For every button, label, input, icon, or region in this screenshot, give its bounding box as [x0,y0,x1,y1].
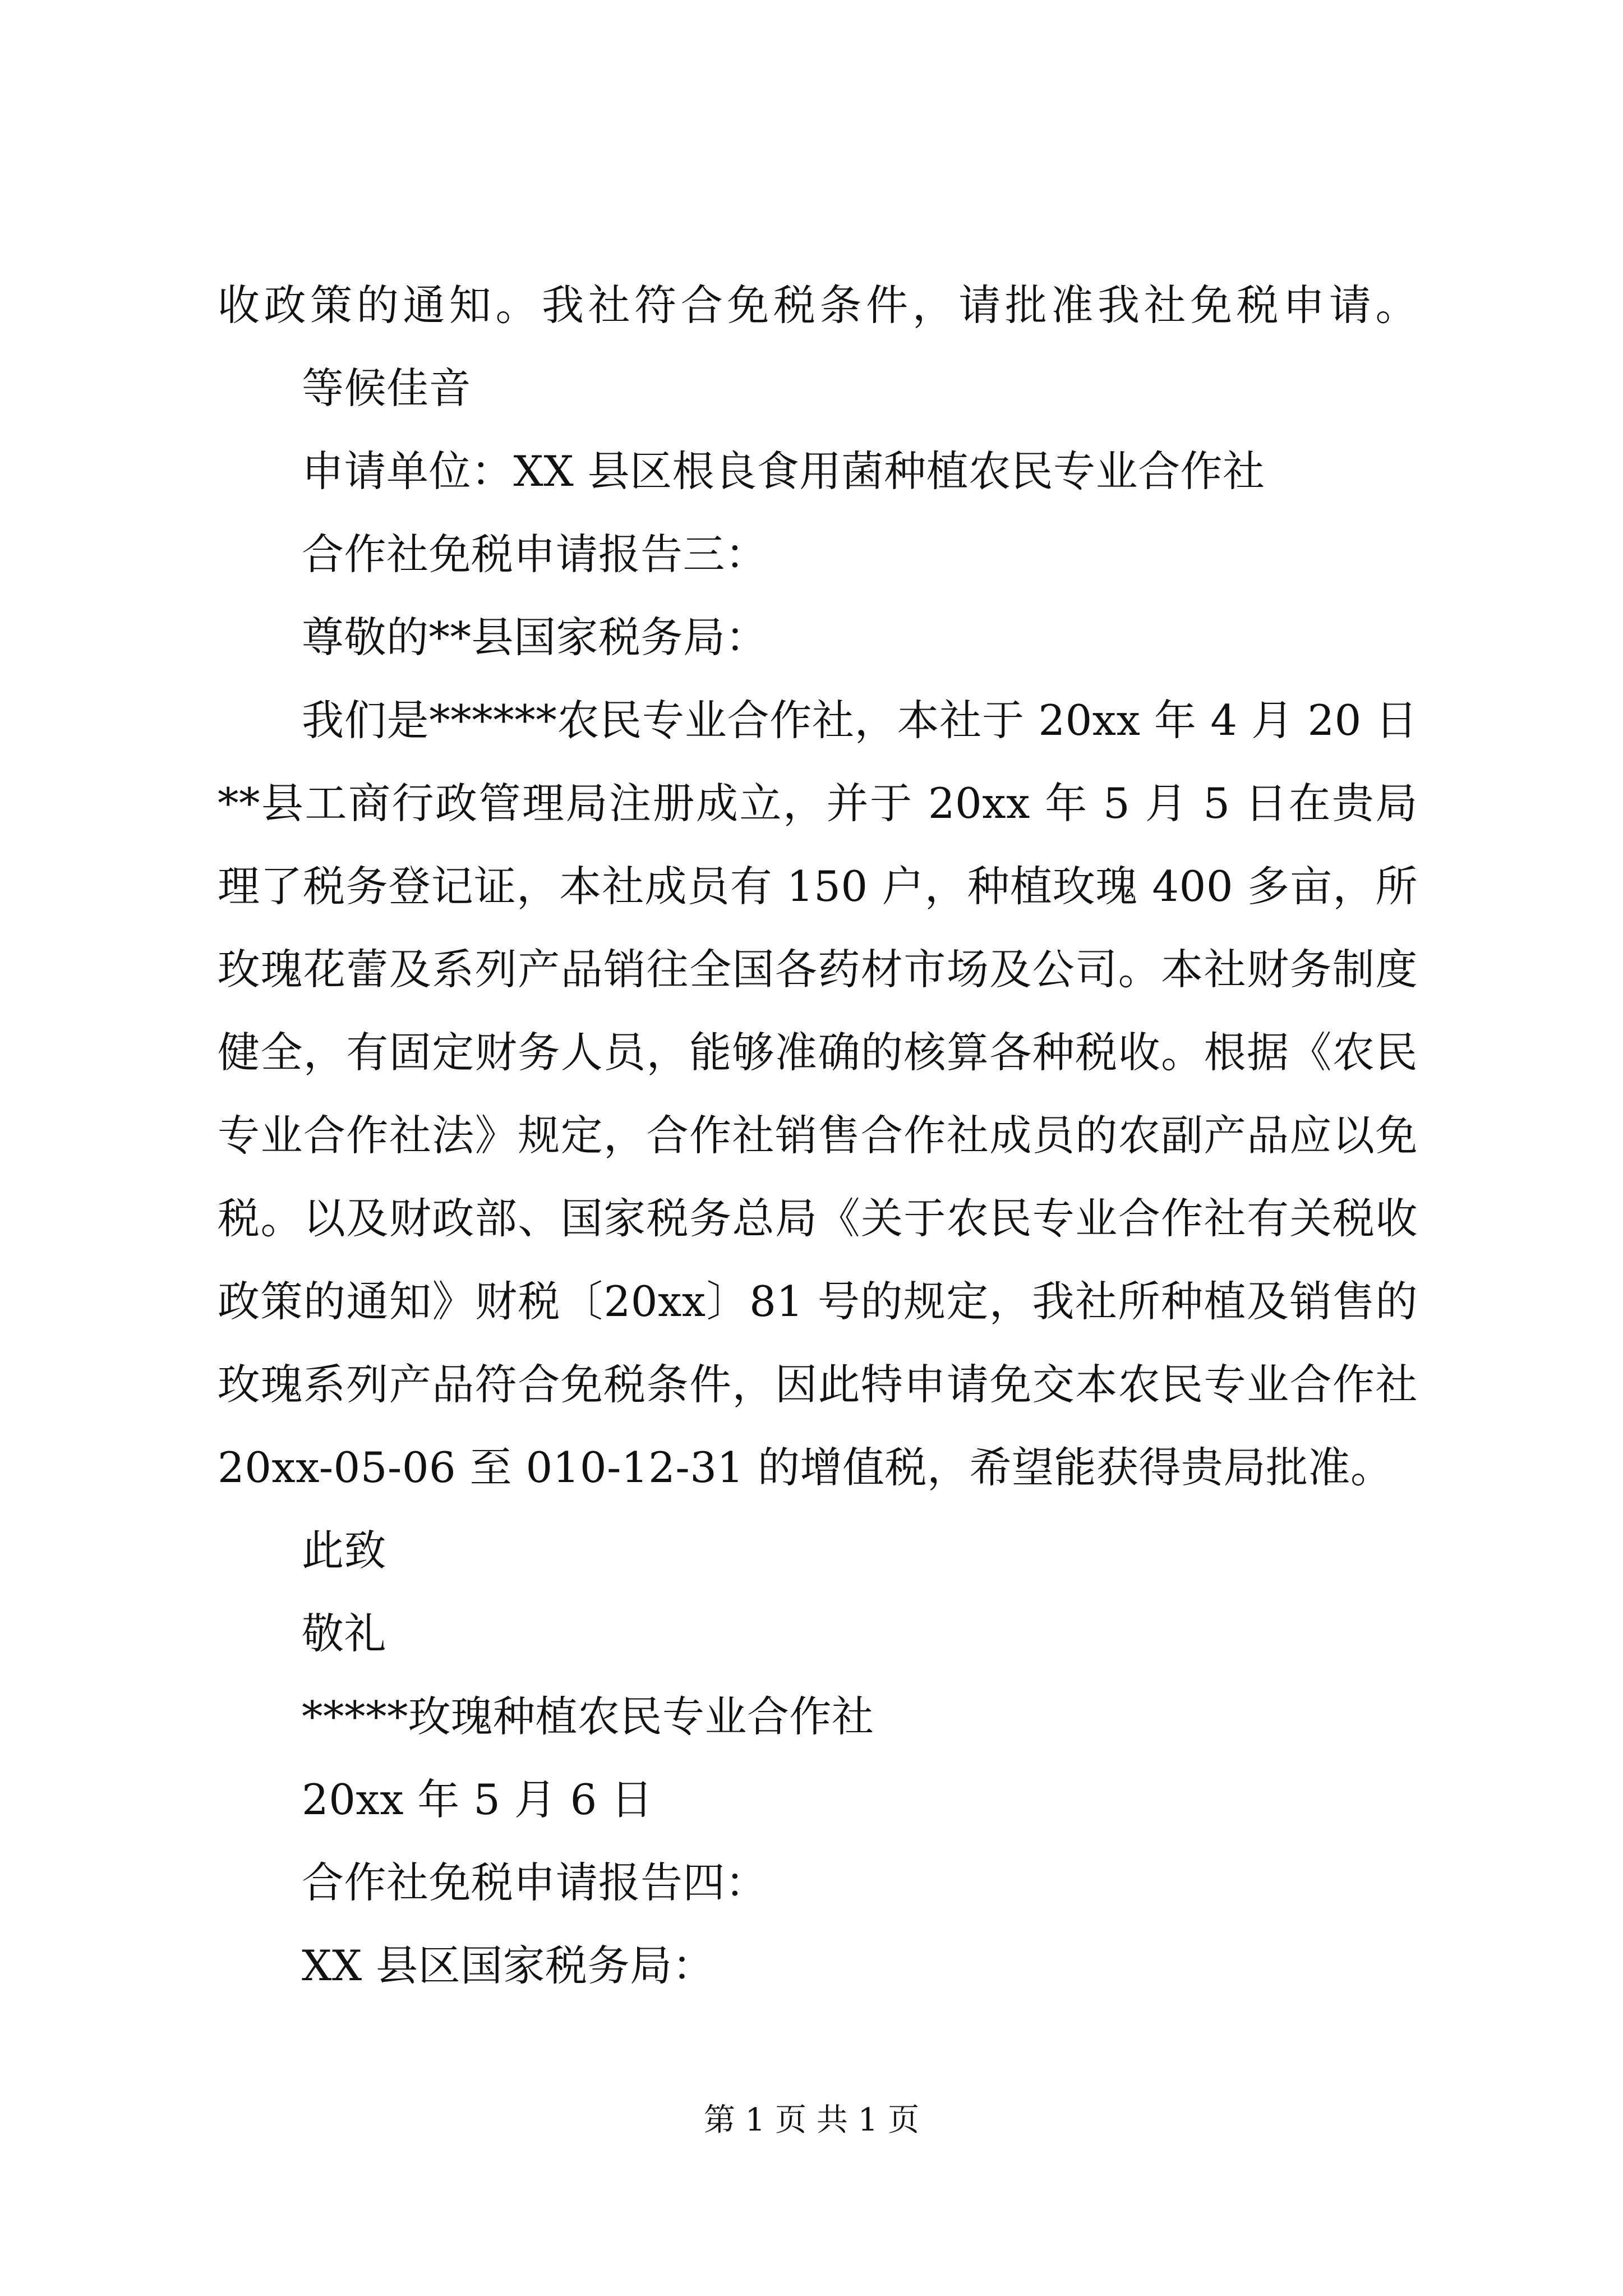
text-line: 玫瑰系列产品符合免税条件，因此特申请免交本农民专业合作社 [218,1360,1418,1409]
closing-line: 敬礼 [302,1609,387,1658]
text-line: 专业合作社法》规定，合作社销售合作社成员的农副产品应以免 [218,1111,1418,1160]
signature-date: 20xx 年 5 月 6 日 [302,1775,653,1824]
text-line: 理了税务登记证，本社成员有 150 户，种植玫瑰 400 多亩，所 [218,862,1418,911]
signature-org: *****玫瑰种植农民专业合作社 [302,1692,874,1741]
section-heading: 合作社免税申请报告三： [302,530,768,579]
page-number-footer: 第 1 页 共 1 页 [703,2102,920,2138]
text-line: 政策的通知》财税〔20xx〕81 号的规定，我社所种植及销售的 [218,1277,1418,1326]
text-line: 收政策的通知。我社符合免税条件，请批准我社免税申请。 [218,280,1418,330]
text-line: **县工商行政管理局注册成立，并于 20xx 年 5 月 5 日在贵局 [218,779,1418,828]
salutation-line: XX 县区国家税务局： [302,1941,715,1990]
text-line: 20xx-05-06 至 010-12-31 的增值税，希望能获得贵局批准。 [218,1443,1393,1492]
text-line: 我们是******农民专业合作社，本社于 20xx 年 4 月 20 日 [302,696,1418,745]
text-line: 玫瑰花蕾及系列产品销往全国各药材市场及公司。本社财务制度 [218,945,1418,994]
text-line: 健全，有固定财务人员，能够准确的核算各种税收。根据《农民 [218,1028,1418,1077]
applicant-unit-line: 申请单位：XX 县区根良食用菌种植农民专业合作社 [302,447,1265,496]
document-body [218,264,1418,2007]
section-heading: 合作社免税申请报告四： [302,1858,768,1907]
text-line: 等候佳音 [302,364,472,413]
text-line: 税。以及财政部、国家税务总局《关于农民专业合作社有关税收 [218,1194,1418,1243]
salutation-line: 尊敬的**县国家税务局： [302,613,768,662]
closing-line: 此致 [302,1526,387,1575]
